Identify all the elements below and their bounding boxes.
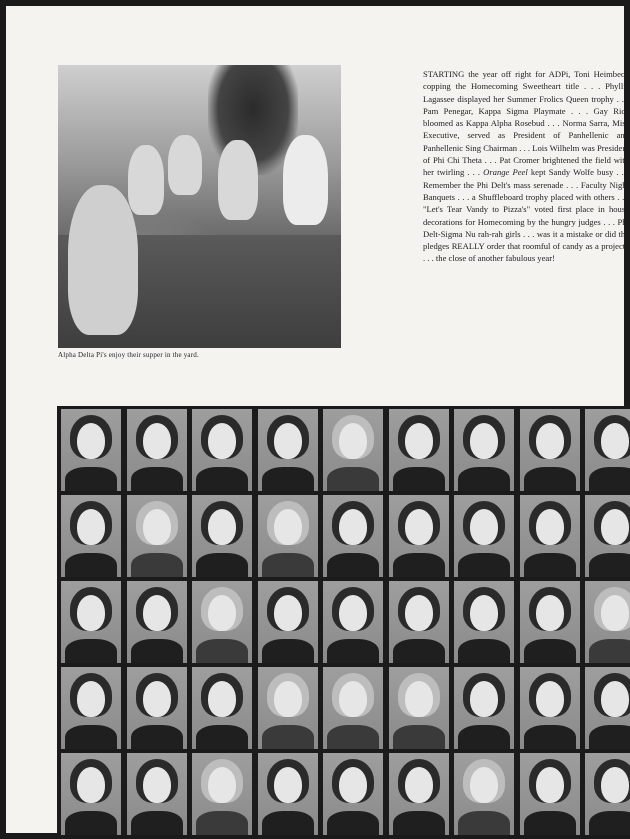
portrait-face	[601, 767, 629, 803]
portrait-photo	[520, 753, 580, 835]
portrait-photo	[454, 495, 514, 577]
portrait-face	[143, 509, 171, 545]
portrait-body	[196, 639, 248, 663]
portrait-body	[262, 553, 314, 577]
portrait-photo	[585, 581, 630, 663]
portrait-photo	[127, 495, 187, 577]
portrait-photo	[389, 667, 449, 749]
portrait-body	[65, 553, 117, 577]
portrait-body	[196, 811, 248, 835]
portrait-photo	[323, 495, 383, 577]
portrait-body	[131, 639, 183, 663]
portrait-photo	[520, 667, 580, 749]
portrait-face	[405, 681, 433, 717]
portrait-body	[327, 553, 379, 577]
portrait-body	[589, 467, 630, 491]
story-italic-title: Orange Peel	[483, 167, 528, 178]
portrait-body	[589, 811, 630, 835]
photo-caption: Alpha Delta Pi's enjoy their supper in the yard.	[58, 351, 199, 359]
portrait-body	[393, 467, 445, 491]
portrait-photo	[389, 409, 449, 491]
portrait-photo	[323, 667, 383, 749]
portrait-face	[339, 509, 367, 545]
portrait-body	[327, 639, 379, 663]
portrait-body	[327, 725, 379, 749]
portrait-face	[77, 681, 105, 717]
portrait-face	[208, 509, 236, 545]
portrait-body	[65, 639, 117, 663]
portrait-photo	[520, 495, 580, 577]
group-photo	[58, 65, 341, 348]
portrait-body	[524, 639, 576, 663]
portrait-photo	[520, 409, 580, 491]
portrait-face	[208, 423, 236, 459]
story-part-2: kept Sandy Wolfe busy . . . Remember the Phi Delt's mass serenade . . . Faculty Night Banquets . . . a Shuffleboard trophy placed with others . . . "Let's Tear Vandy to Pizza's" voted first place in house decorations for Homecoming by the hungry judges . . . Phi Delt-Sigma Nu rah-rah girls . . . was it a mistake or did the pledges REALLY order that roomful of candy as a project? . . . the close of another fabulous year!	[423, 167, 629, 264]
portrait-face	[536, 509, 564, 545]
portrait-photo	[61, 495, 121, 577]
portrait-face	[143, 767, 171, 803]
portrait-body	[458, 811, 510, 835]
portrait-body	[524, 553, 576, 577]
portrait-face	[601, 595, 629, 631]
portrait-photo	[61, 581, 121, 663]
portrait-face	[405, 767, 433, 803]
portrait-photo	[127, 409, 187, 491]
portrait-body	[327, 811, 379, 835]
yearbook-page	[6, 6, 629, 833]
portrait-face	[339, 681, 367, 717]
portrait-face	[77, 595, 105, 631]
portrait-photo	[585, 753, 630, 835]
portrait-face	[143, 423, 171, 459]
portrait-face	[339, 595, 367, 631]
portrait-photo	[258, 409, 318, 491]
seated-figure	[283, 135, 328, 225]
portrait-face	[470, 423, 498, 459]
portrait-face	[405, 509, 433, 545]
portrait-photo	[454, 581, 514, 663]
portrait-face	[208, 767, 236, 803]
portrait-body	[589, 553, 630, 577]
portrait-body	[458, 639, 510, 663]
portrait-body	[458, 467, 510, 491]
story-text	[423, 68, 629, 265]
portrait-photo	[192, 409, 252, 491]
portrait-face	[405, 423, 433, 459]
portrait-body	[458, 553, 510, 577]
portrait-body	[196, 467, 248, 491]
portrait-photo	[192, 495, 252, 577]
portrait-face	[470, 767, 498, 803]
portrait-photo	[127, 667, 187, 749]
portrait-photo	[389, 753, 449, 835]
portrait-photo	[61, 753, 121, 835]
portrait-grid	[57, 406, 630, 833]
seated-figure	[168, 135, 202, 195]
portrait-face	[601, 509, 629, 545]
portrait-photo	[127, 753, 187, 835]
portrait-face	[536, 595, 564, 631]
portrait-photo	[192, 667, 252, 749]
portrait-body	[131, 811, 183, 835]
portrait-body	[393, 811, 445, 835]
portrait-photo	[258, 495, 318, 577]
portrait-body	[65, 725, 117, 749]
portrait-face	[601, 423, 629, 459]
portrait-photo	[585, 409, 630, 491]
portrait-body	[589, 639, 630, 663]
portrait-photo	[127, 581, 187, 663]
portrait-body	[131, 553, 183, 577]
portrait-face	[536, 423, 564, 459]
portrait-face	[274, 681, 302, 717]
seated-figure	[128, 145, 164, 215]
portrait-photo	[323, 581, 383, 663]
portrait-body	[262, 725, 314, 749]
portrait-body	[196, 725, 248, 749]
portrait-body	[131, 467, 183, 491]
portrait-photo	[585, 667, 630, 749]
portrait-face	[339, 767, 367, 803]
portrait-face	[143, 595, 171, 631]
portrait-face	[77, 509, 105, 545]
portrait-body	[65, 811, 117, 835]
portrait-photo	[389, 495, 449, 577]
portrait-body	[393, 553, 445, 577]
portrait-body	[131, 725, 183, 749]
portrait-face	[77, 767, 105, 803]
portrait-photo	[454, 409, 514, 491]
portrait-body	[524, 467, 576, 491]
portrait-face	[274, 767, 302, 803]
portrait-body	[393, 725, 445, 749]
portrait-face	[536, 767, 564, 803]
portrait-body	[458, 725, 510, 749]
portrait-photo	[323, 753, 383, 835]
portrait-face	[601, 681, 629, 717]
portrait-photo	[258, 581, 318, 663]
portrait-body	[589, 725, 630, 749]
portrait-body	[327, 467, 379, 491]
portrait-face	[208, 681, 236, 717]
portrait-photo	[389, 581, 449, 663]
portrait-photo	[585, 495, 630, 577]
portrait-face	[274, 595, 302, 631]
portrait-body	[262, 639, 314, 663]
portrait-face	[470, 681, 498, 717]
story-part-1: STARTING the year off right for ADPi, Toni Heimbeck copping the Homecoming Sweetheart title . . . Phyllis Lagassee displayed her Summer Frolics Queen trophy . . . Pam Penegar, Kappa Sigma Playmate . . . Gay Rice bloomed as Kappa Alpha Rosebud . . . Norma Sarra, Miss Executive, served as President of Panhellenic and Panhellenic Sing Chairman . . . Lois Wilhelm was President of Phi Chi Theta . . . Pat Cromer brightened the field with her twirling . . .	[423, 69, 629, 178]
portrait-body	[524, 811, 576, 835]
portrait-body	[262, 811, 314, 835]
portrait-body	[524, 725, 576, 749]
portrait-face	[77, 423, 105, 459]
portrait-photo	[454, 667, 514, 749]
portrait-face	[470, 509, 498, 545]
portrait-photo	[192, 753, 252, 835]
portrait-body	[65, 467, 117, 491]
portrait-photo	[454, 753, 514, 835]
portrait-face	[405, 595, 433, 631]
portrait-photo	[323, 409, 383, 491]
portrait-face	[143, 681, 171, 717]
seated-figure	[218, 140, 258, 220]
portrait-body	[262, 467, 314, 491]
portrait-face	[470, 595, 498, 631]
portrait-face	[339, 423, 367, 459]
portrait-face	[536, 681, 564, 717]
portrait-body	[196, 553, 248, 577]
portrait-face	[274, 423, 302, 459]
portrait-photo	[520, 581, 580, 663]
portrait-photo	[258, 667, 318, 749]
portrait-photo	[61, 409, 121, 491]
portrait-body	[393, 639, 445, 663]
portrait-photo	[258, 753, 318, 835]
portrait-face	[208, 595, 236, 631]
portrait-photo	[61, 667, 121, 749]
portrait-face	[274, 509, 302, 545]
seated-figure	[68, 185, 138, 335]
portrait-photo	[192, 581, 252, 663]
